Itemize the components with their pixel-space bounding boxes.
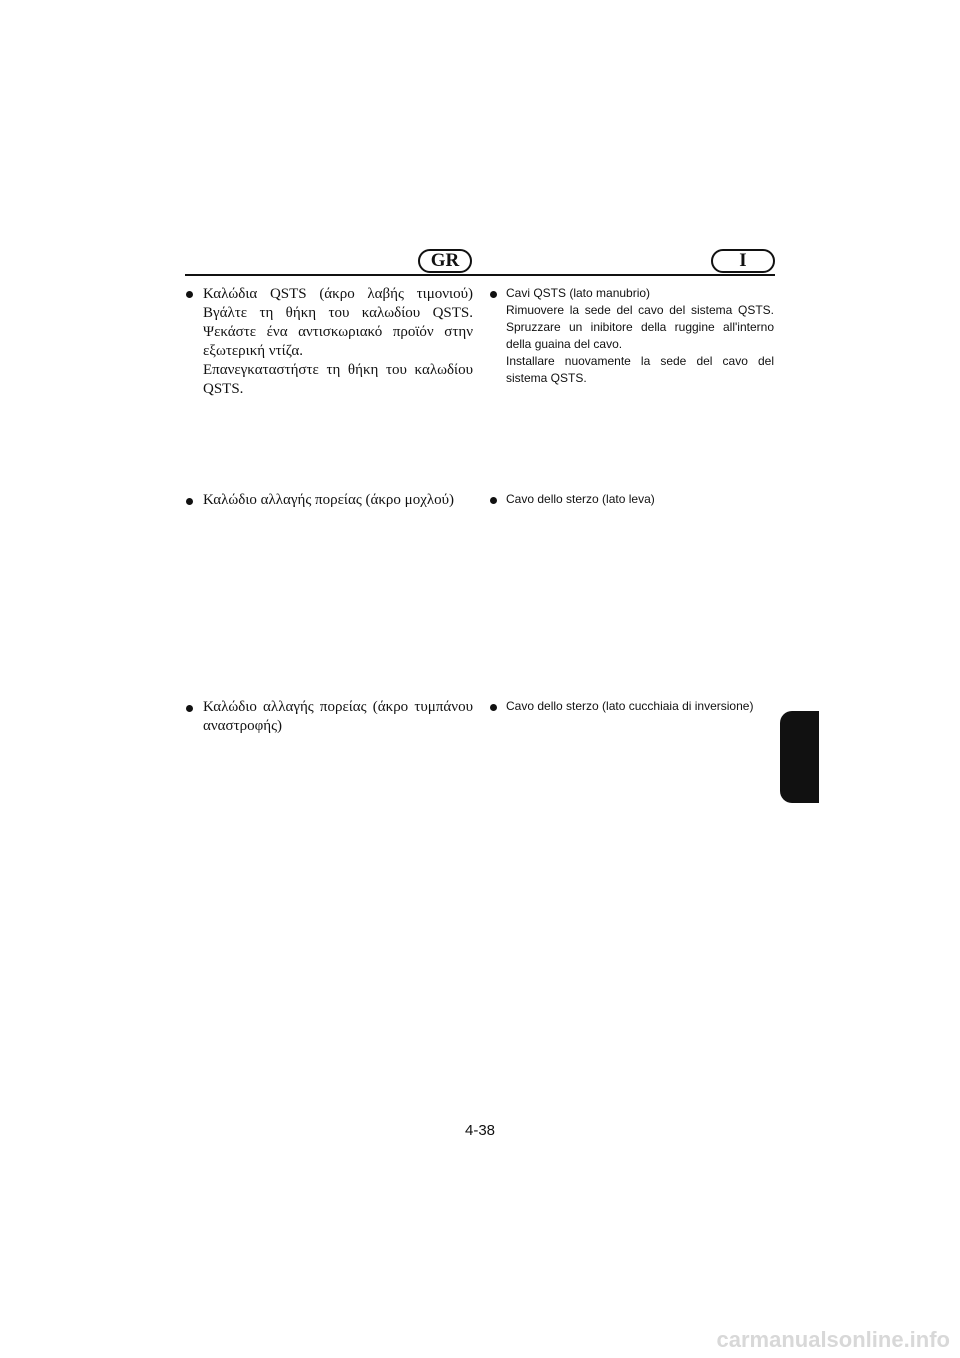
text-line: αναστροφής) [203,718,283,734]
text-line: QSTS. [203,381,244,397]
text-line: Βγάλτε τη θήκη του καλωδίου QSTS. [203,305,473,321]
text-line: Cavo dello sterzo (lato cucchiaia di inversione) [506,699,754,713]
text-line: Spruzzare un inibitore della ruggine all'interno [506,320,774,334]
bullet-icon [186,705,193,712]
text-line: Επανεγκαταστήστε τη θήκη του καλωδίου [203,362,473,378]
italian-section-lever [506,491,774,508]
italian-section-qsts [506,285,774,387]
bullet-icon [490,704,497,711]
text-line: sistema QSTS. [506,371,587,385]
greek-section-lever [203,491,473,510]
bullet-icon [490,497,497,504]
watermark: carmanualsonline.info [716,1327,950,1352]
language-badge-italian: I [711,249,775,273]
bullet-icon [186,498,193,505]
text-line: Καλώδιο αλλαγής πορείας (άκρο τυμπάνου [203,699,473,715]
text-line: Cavi QSTS (lato manubrio) [506,286,651,300]
text-line: Installare nuovamente la sede del cavo del [506,354,774,368]
text-line: Ψεκάστε ένα αντισκωριακό προϊόν στην [203,324,473,340]
header-rule [185,274,775,276]
text-line: Καλώδιο αλλαγής πορείας (άκρο μοχλού) [203,492,455,508]
text-line: εξωτερική ντίζα. [203,343,303,359]
text-line: Rimuovere la sede del cavo del sistema QSTS. [506,303,774,317]
text-line: della guaina del cavo. [506,337,623,351]
page-number: 4-38 [464,1122,496,1139]
text-line: Cavo dello sterzo (lato leva) [506,492,655,506]
language-badge-greek: GR [418,249,472,273]
greek-section-qsts [203,285,473,399]
greek-section-bucket [203,698,473,736]
text-line: Καλώδια QSTS (άκρο λαβής τιμονιού) [203,286,473,302]
chapter-tab [780,711,819,803]
bullet-icon [186,291,193,298]
italian-section-bucket [506,698,774,715]
bullet-icon [490,291,497,298]
